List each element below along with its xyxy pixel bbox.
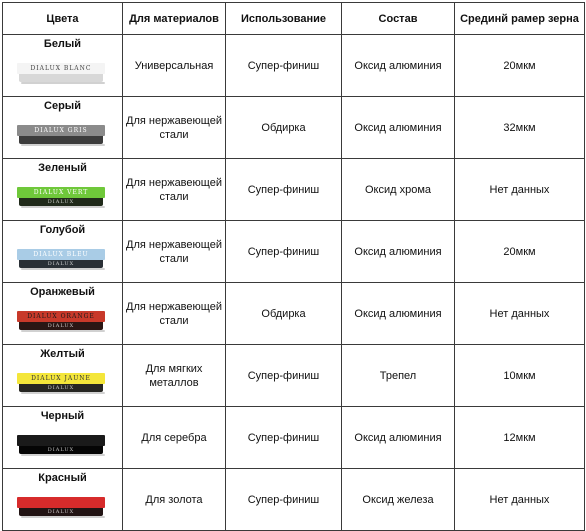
composition-cell: Трепел — [342, 345, 455, 407]
header-composition: Состав — [342, 3, 455, 35]
bar-brand-label: DIALUX GRIS — [34, 127, 88, 134]
bar-side-label: DIALUX — [47, 199, 75, 205]
material-cell: Для серебра — [123, 407, 226, 469]
table-body — [3, 35, 585, 531]
usage-cell: Супер-финиш — [226, 159, 342, 221]
color-name: Серый — [44, 100, 81, 112]
table-row — [3, 469, 585, 531]
composition-cell: Оксид алюминия — [342, 97, 455, 159]
bar-shadow — [21, 82, 105, 84]
polishing-bar-image — [17, 63, 105, 83]
usage-cell: Супер-финиш — [226, 407, 342, 469]
bar-side-label: DIALUX — [47, 509, 75, 515]
color-cell — [3, 345, 123, 407]
table-row — [3, 97, 585, 159]
header-grain-size: Срединй рамер зерна — [455, 3, 585, 35]
bar-shadow — [21, 144, 105, 146]
spec-sheet — [2, 2, 584, 525]
usage-cell: Супер-финиш — [226, 221, 342, 283]
bar-shadow — [21, 454, 105, 456]
polishing-bar-image — [17, 311, 105, 331]
usage-cell: Супер-финиш — [226, 35, 342, 97]
material-cell: Для нержавеющей стали — [123, 283, 226, 345]
usage-cell: Супер-финиш — [226, 345, 342, 407]
bar-shadow — [21, 330, 105, 332]
material-cell: Для мягких металлов — [123, 345, 226, 407]
header-material: Для материалов — [123, 3, 226, 35]
header-color: Цвета — [3, 3, 123, 35]
table-row — [3, 283, 585, 345]
bar-side-label: DIALUX — [47, 447, 75, 453]
composition-cell: Оксид алюминия — [342, 407, 455, 469]
material-cell: Для нержавеющей стали — [123, 221, 226, 283]
bar-shadow — [21, 516, 105, 518]
header-row — [3, 3, 585, 35]
table-row — [3, 35, 585, 97]
composition-cell: Оксид хрома — [342, 159, 455, 221]
bar-side-face — [19, 74, 103, 82]
grain-cell: 12мкм — [455, 407, 585, 469]
color-cell — [3, 35, 123, 97]
grain-cell: 32мкм — [455, 97, 585, 159]
color-name: Черный — [40, 410, 85, 422]
color-name: Голубой — [39, 224, 86, 236]
polishing-bar-image — [17, 373, 105, 393]
grain-cell: Нет данных — [455, 283, 585, 345]
bar-brand-label: DIALUX BLEU — [33, 251, 89, 258]
polishing-paste-table — [2, 2, 585, 531]
polishing-bar-image — [17, 249, 105, 269]
composition-cell: Оксид алюминия — [342, 221, 455, 283]
table-row — [3, 221, 585, 283]
bar-brand-label: DIALUX VERT — [33, 189, 89, 196]
polishing-bar-image — [17, 125, 105, 145]
grain-cell: Нет данных — [455, 469, 585, 531]
bar-top-face — [17, 497, 105, 508]
polishing-bar-image — [17, 435, 105, 455]
bar-side-label: DIALUX — [47, 261, 75, 267]
grain-cell: 20мкм — [455, 221, 585, 283]
material-cell: Для нержавеющей стали — [123, 97, 226, 159]
color-name: Зеленый — [38, 162, 87, 174]
material-cell: Для золота — [123, 469, 226, 531]
usage-cell: Обдирка — [226, 97, 342, 159]
grain-cell: 20мкм — [455, 35, 585, 97]
material-cell: Универсальная — [123, 35, 226, 97]
grain-cell: 10мкм — [455, 345, 585, 407]
composition-cell: Оксид алюминия — [342, 35, 455, 97]
color-name: Оранжевый — [30, 286, 95, 298]
bar-side-label: DIALUX — [47, 385, 75, 391]
polishing-bar-image — [17, 187, 105, 207]
composition-cell: Оксид алюминия — [342, 283, 455, 345]
color-cell — [3, 283, 123, 345]
bar-top-face — [17, 435, 105, 446]
table-row — [3, 407, 585, 469]
bar-brand-label: DIALUX JAUNE — [31, 375, 91, 382]
bar-shadow — [21, 268, 105, 270]
color-name: Белый — [43, 38, 82, 50]
usage-cell: Обдирка — [226, 283, 342, 345]
color-cell — [3, 469, 123, 531]
bar-side-face — [19, 136, 103, 144]
polishing-bar-image — [17, 497, 105, 517]
bar-brand-label: DIALUX BLANC — [30, 65, 92, 72]
grain-cell: Нет данных — [455, 159, 585, 221]
color-name: Желтый — [40, 348, 85, 360]
color-cell — [3, 407, 123, 469]
usage-cell: Супер-финиш — [226, 469, 342, 531]
bar-side-label: DIALUX — [47, 323, 75, 329]
color-name: Красный — [38, 472, 87, 484]
table-row — [3, 159, 585, 221]
bar-shadow — [21, 206, 105, 208]
color-cell — [3, 159, 123, 221]
bar-shadow — [21, 392, 105, 394]
composition-cell: Оксид железа — [342, 469, 455, 531]
color-cell — [3, 97, 123, 159]
material-cell: Для нержавеющей стали — [123, 159, 226, 221]
bar-brand-label: DIALUX ORANGE — [27, 313, 95, 320]
color-cell — [3, 221, 123, 283]
table-row — [3, 345, 585, 407]
header-usage: Использование — [226, 3, 342, 35]
